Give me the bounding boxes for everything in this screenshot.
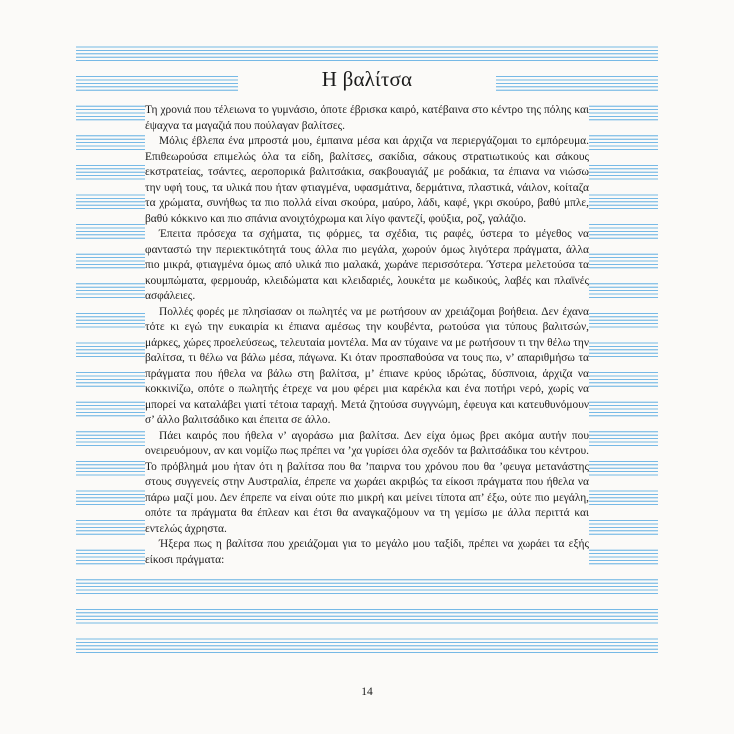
body-text: [145, 103, 589, 575]
paragraph: Πολλές φορές με πλησίασαν οι πωλητές να με ρωτήσουν αν χρειάζομαι βοήθεια. Δεν έχανα τότε κι εγώ την ευκαιρία κι έπιανα αμέσως την κουβέντα, ρωτούσα για τύπους βαλιτσών, μάρκες, χώρες προελεύσεως, τελευταία μοντέλα. Μα αν τύχαινε να με ρωτήσουν τι την θέλω την βαλίτσα, τι θέλω να βάλω μέσα, πάγωνα. Κι όταν προσπαθούσα να τους πω, ν’ απαριθμήσω τα πράγματα που ήθελα να βάλω στη βαλίτσα, μ’ έπιανε κρύος ιδρώτας, δύσπνοια, άρχιζα να κοκκινίζω, οπότε ο πωλητής έτρεχε να μου φέρει μια καρέκλα και ένα ποτήρι νερό, χωρίς να μπορεί να καταλάβει γιατί τέτοια ταραχή. Μετά ζητούσα συγγνώμη, έφευγα και κατευθυνόμουν σ’ άλλο βαλιτσάδικο και έπειτα σε άλλο.: [145, 305, 589, 426]
paragraph: Έπειτα πρόσεχα τα σχήματα, τις φόρμες, τα σχέδια, τις ραφές, ύστερα το μέγεθος να φανταστώ την περιεκτικότητά τους άλλα πιο μεγάλα, χωρούν όμως λιγότερα πράγματα, άλλα πιο μικρά, φτιαγμένα όμως από υλικά πιο μαλακά, χωράνε περισσότερα. Ύστερα μελετούσα τα κουμπώματα, φερμουάρ, κλειδώματα και κλειδαριές, λουκέτα με κωδικούς, λαβές και πλαϊνές ασφάλειες.: [145, 228, 589, 302]
page-number: 14: [361, 686, 373, 698]
paragraph: Μόλις έβλεπα ένα μπροστά μου, έμπαινα μέσα και άρχιζα να περιεργάζομαι το εμπόρευμα. Επιθεωρούσα επιμελώς όλα τα είδη, βαλίτσες, σακίδια, σάκους στρατιωτικούς και σάκους εκστρατείας, τσάντες, αεροπορικά βαλιτσάκια, σακβουαγιάζ με ροδάκια, τα έπιανα να νιώσω την υφή τους, τα υλικά που ήταν φτιαγμένα, υφασμάτινα, δερμάτινα, πλαστικά, νάιλον, κοίταζα τα χρώματα, συνήθως τα πιο πολλά είναι σκούρα, μαύρο, λάδι, καφέ, γκρι σκούρο, βαθύ μπλε, βαθύ κόκκινο και πιο σπάνια ανοιχτόχρωμα και λίγο φαντεζί, φούξια, ροζ, γαλάζιο.: [145, 135, 589, 225]
paragraph: Πάει καιρός που ήθελα ν’ αγοράσω μια βαλίτσα. Δεν είχα όμως βρει ακόμα αυτήν που ονειρευόμουν, αν και νομίζω πως πρέπει να ’χα γυρίσει όλα σχεδόν τα βαλιτσάδικα του κέντρου. Το πρόβλημά μου ήταν ότι η βαλίτσα που θα ’παιρνα του χρόνου που θα ’φευγα μετανάστης στους συγγενείς στην Αυστραλία, έπρεπε να χωράει ακριβώς τα είκοσι πράγματα που ήθελα να πάρω μαζί μου. Δεν έπρεπε να είναι ούτε πιο μικρή και μείνει τίποτα απ’ έξω, ούτε πιο μεγάλη, οπότε τα πράγματα θα έπλεαν και έτσι θα αναγκαζόμουν να τη γεμίσω με άλλα περιττά και εντελώς άχρηστα.: [145, 429, 589, 535]
paragraph: Τη χρονιά που τέλειωνα το γυμνάσιο, όποτε έβρισκα καιρό, κατέβαινα στο κέντρο της πόλης και έψαχνα τα μαγαζιά που πούλαγαν βαλίτσες.: [145, 104, 589, 132]
title-box: [238, 64, 496, 94]
page-title: Η βαλίτσα: [321, 66, 413, 91]
paragraph: Ήξερα πως η βαλίτσα που χρειάζομαι για το μεγάλο μου ταξίδι, πρέπει να χωράει τα εξής είκοσι πράγματα:: [145, 538, 589, 566]
